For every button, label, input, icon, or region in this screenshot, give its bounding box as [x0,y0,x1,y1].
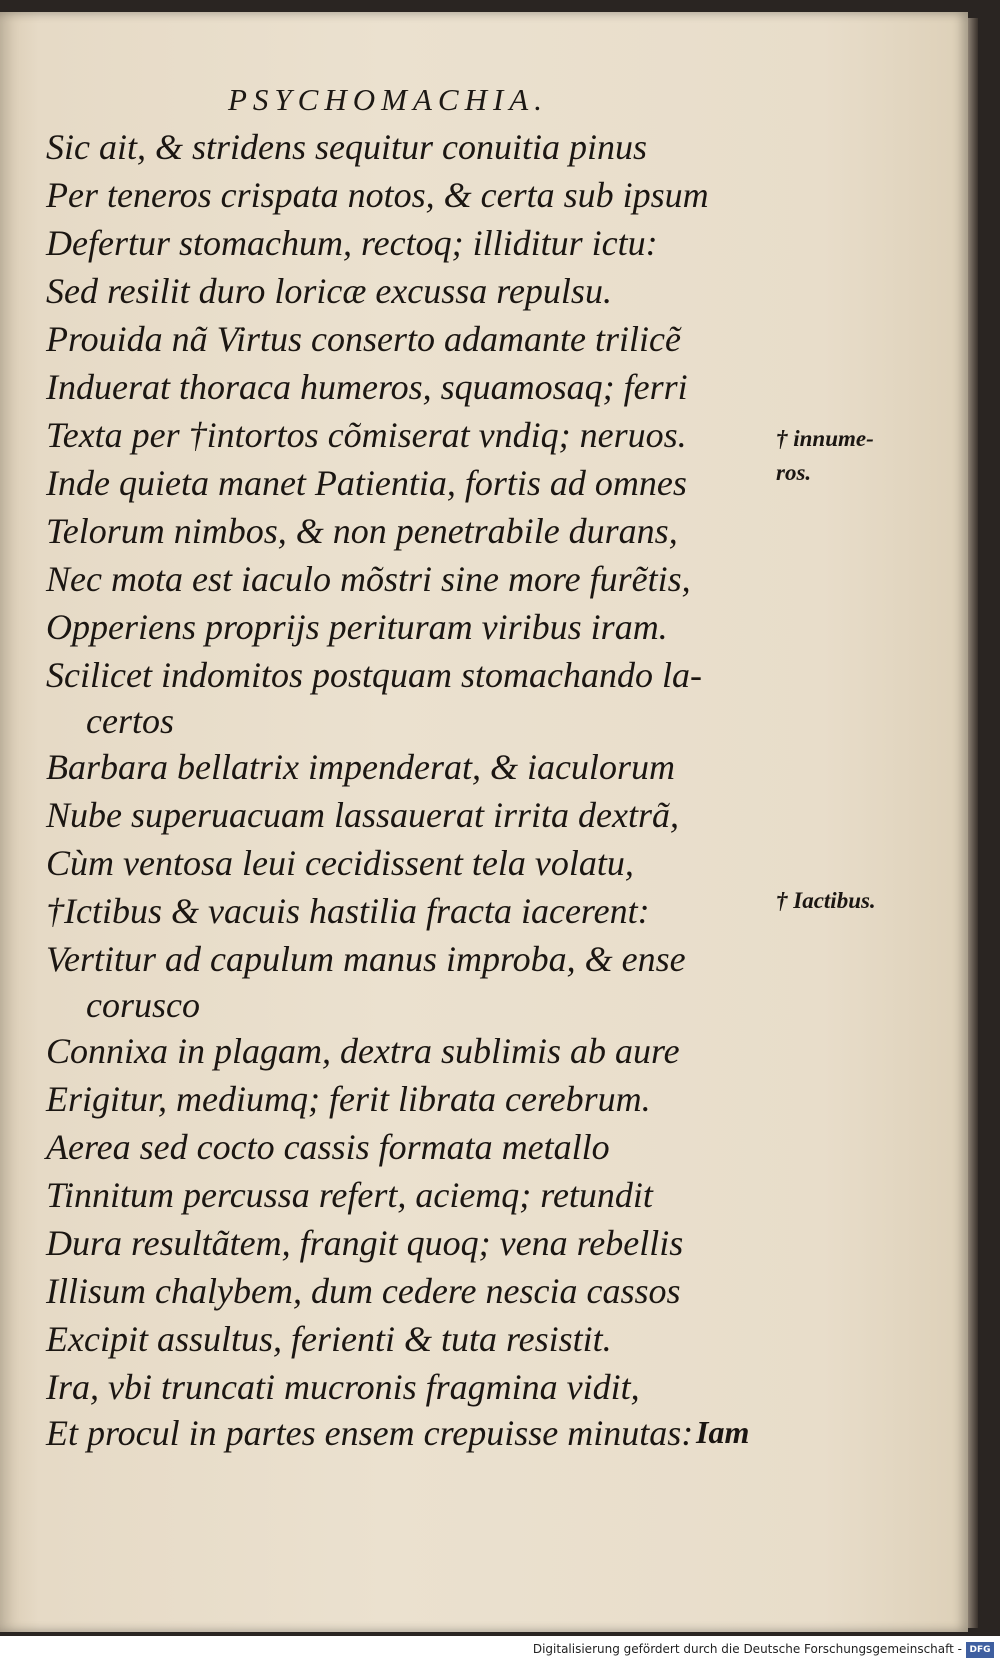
verse-line: Cùm ventosa leui cecidissent tela volatu, [46,843,634,883]
running-head: PSYCHOMACHIA. [228,82,548,117]
verse-line: Induerat thoraca humeros, squamosaq; ferri [46,367,688,407]
verse-line: Excipit assultus, ferienti & tuta resistit. [46,1319,612,1359]
marginal-note-2: † Iactibus. [776,888,876,913]
verse-line: Dura resultãtem, frangit quoq; vena rebellis [46,1223,684,1263]
verse-text-block [0,12,968,1632]
page-edge [968,18,978,1628]
verse-line: Scilicet indomitos postquam stomachando la- [46,655,702,695]
verse-line: Erigitur, mediumq; ferit librata cerebrum. [46,1079,651,1119]
verse-line-continuation: corusco [86,985,200,1025]
dfg-logo: DFG [966,1642,994,1658]
verse-line: Defertur stomachum, rectoq; illiditur ictu: [46,223,658,263]
verse-line: Connixa in plagam, dextra sublimis ab aure [46,1031,680,1071]
verse-line: Ira, vbi truncati mucronis fragmina vidit, [46,1367,640,1407]
verse-line: Opperiens proprijs perituram viribus iram. [46,607,668,647]
verse-line: Telorum nimbos, & non penetrabile durans, [46,511,678,551]
verse-line: Vertitur ad capulum manus improba, & ense [46,939,686,979]
verse-line: Sed resilit duro loricæ excussa repulsu. [46,271,612,311]
verse-line-continuation: certos [86,701,174,741]
verse-line: Et procul in partes ensem crepuisse minutas: [46,1413,694,1453]
verse-line: Sic ait, & stridens sequitur conuitia pinus [46,127,647,167]
marginal-note-1-continuation: ros. [776,460,812,485]
digitization-credit-text: Digitalisierung gefördert durch die Deutsche Forschungsgemeinschaft - [532,1642,962,1656]
verse-line: Per teneros crispata notos, & certa sub ipsum [46,175,709,215]
verse-line: Texta per †intortos cõmiserat vndiq; neruos. [46,415,687,455]
catchword: Iam [696,1414,750,1450]
verse-line: Prouida nã Virtus conserto adamante trilicẽ [46,319,681,359]
verse-line: Nec mota est iaculo mõstri sine more furẽtis, [46,559,691,599]
digitization-credit-bar [0,1636,1000,1662]
verse-line: Inde quieta manet Patientia, fortis ad omnes [46,463,687,503]
verse-line: Nube superuacuam lassauerat irrita dextrã, [46,795,679,835]
book-page [0,12,968,1632]
verse-line: Aerea sed cocto cassis formata metallo [46,1127,610,1167]
marginal-note-1: † innume- [776,426,874,451]
verse-line: Tinnitum percussa refert, aciemq; retundit [46,1175,653,1215]
verse-line: Illisum chalybem, dum cedere nescia cassos [46,1271,681,1311]
verse-line: †Ictibus & vacuis hastilia fracta iacerent: [46,891,650,931]
verse-line: Barbara bellatrix impenderat, & iaculorum [46,747,675,787]
